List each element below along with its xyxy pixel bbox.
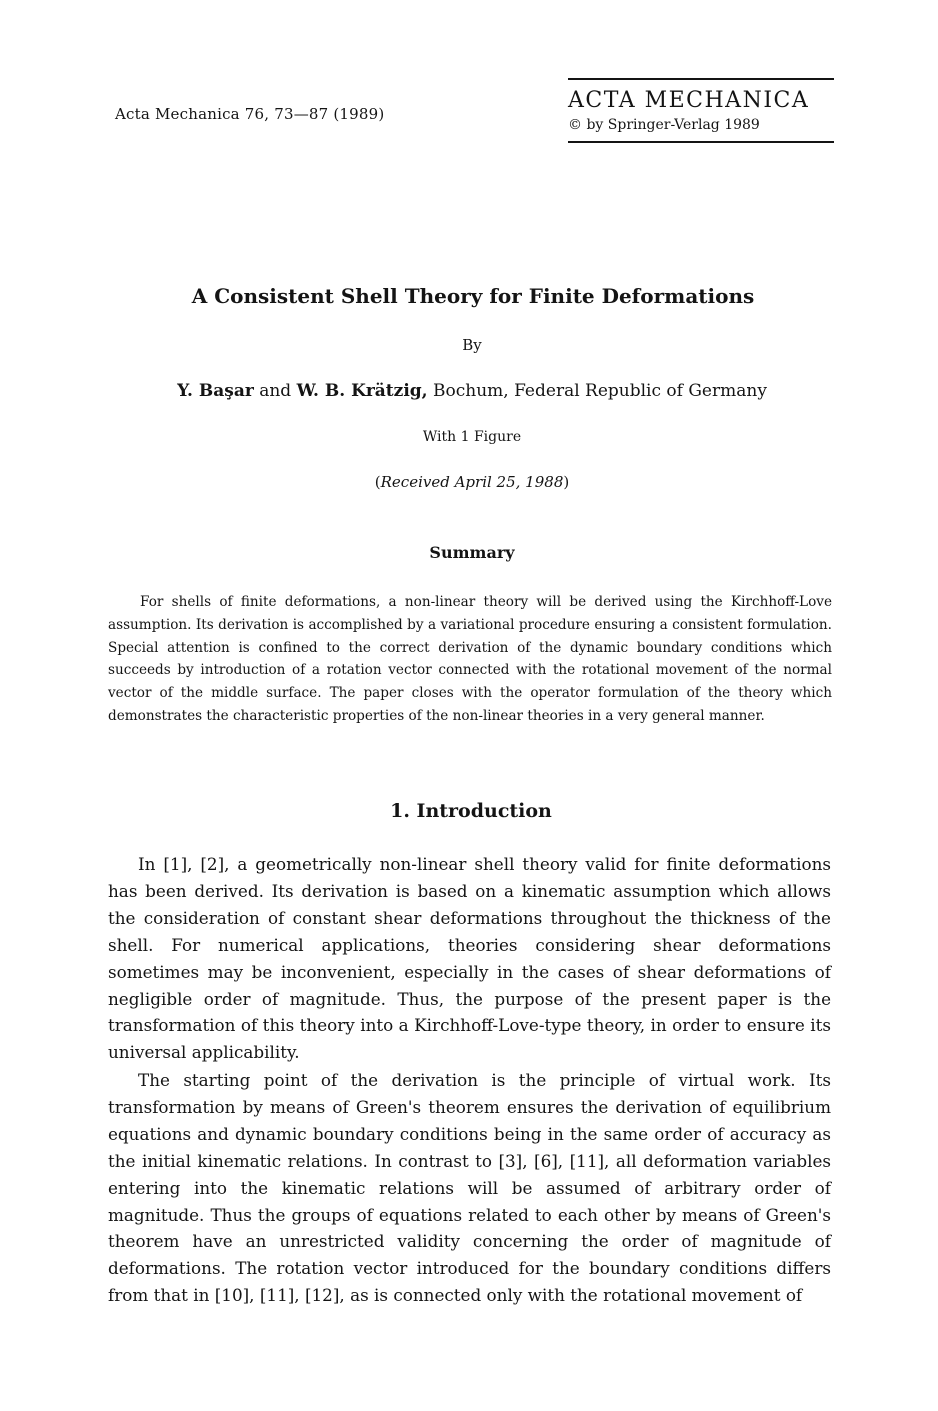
copyright-notice: © by Springer-Verlag 1989 <box>568 117 760 133</box>
author-line <box>3 381 938 401</box>
author-basar: Y. Başar <box>177 381 254 401</box>
received-close-paren: ) <box>563 473 570 491</box>
journal-citation: Acta Mechanica 76, 73—87 (1989) <box>115 105 385 123</box>
introduction-paragraph-2: The starting point of the derivation is the principle of virtual work. Its transformation by means of Green's theorem ensures the derivation of equilibrium equations and dynamic boundary conditions being in the same order of accuracy as the initial kinematic relations. In contrast to [3], [6], [11], all deformation variables entering into the kinematic relations will be assumed of arbitrary order of magnitude. Thus the groups of equations related to each other by means of Green's theorem have an unrestricted validity concerning the order of magnitude of deformations. The rotation vector introduced for the boundary conditions differs from that in [10], [11], [12], as is connected only with the rotational movement of <box>108 1070 831 1306</box>
introduction-paragraph-1: In [1], [2], a geometrically non-linear shell theory valid for finite deformations has been derived. Its derivation is based on a kinematic assumption which allows the consideration of constant shear deformations throughout the thickness of the shell. For numerical applications, theories considering shear deformations sometimes may be inconvenient, especially in the cases of shear deformations of negligible order of magnitude. Thus, the purpose of the present paper is the transformation of this theory into a Kirchhoff-Love-type theory, in order to ensure its universal applicability. <box>108 854 831 1063</box>
received-date <box>3 473 938 491</box>
section-heading-introduction: 1. Introduction <box>390 800 552 822</box>
received-open-paren: ( <box>374 473 381 491</box>
author-kraetzig: W. B. Krätzig, <box>296 381 428 401</box>
figure-count: With 1 Figure <box>422 429 522 445</box>
received-text: Received April 25, 1988 <box>380 473 564 491</box>
summary-heading: Summary <box>429 543 515 562</box>
author-conjunction: and <box>253 381 297 401</box>
paper-title: A Consistent Shell Theory for Finite Deformations <box>191 284 755 308</box>
journal-name: ACTA MECHANICA <box>568 88 810 113</box>
byline: By <box>462 336 482 354</box>
journal-masthead <box>568 78 834 143</box>
summary-abstract: For shells of finite deformations, a non-linear theory will be derived using the Kirchhoff-Love assumption. Its derivation is accomplished by a variational procedure ensuring a consistent formulation. Special attention is confined to the correct derivation of the dynamic boundary conditions which succeeds by introduction of a rotation vector connected with the rotational movement of the normal vector of the middle surface. The paper closes with the operator formulation of the theory which demonstrates the characteristic properties of the non-linear theories in a very general manner. <box>108 594 832 724</box>
author-affiliation: Bochum, Federal Republic of Germany <box>427 381 767 401</box>
